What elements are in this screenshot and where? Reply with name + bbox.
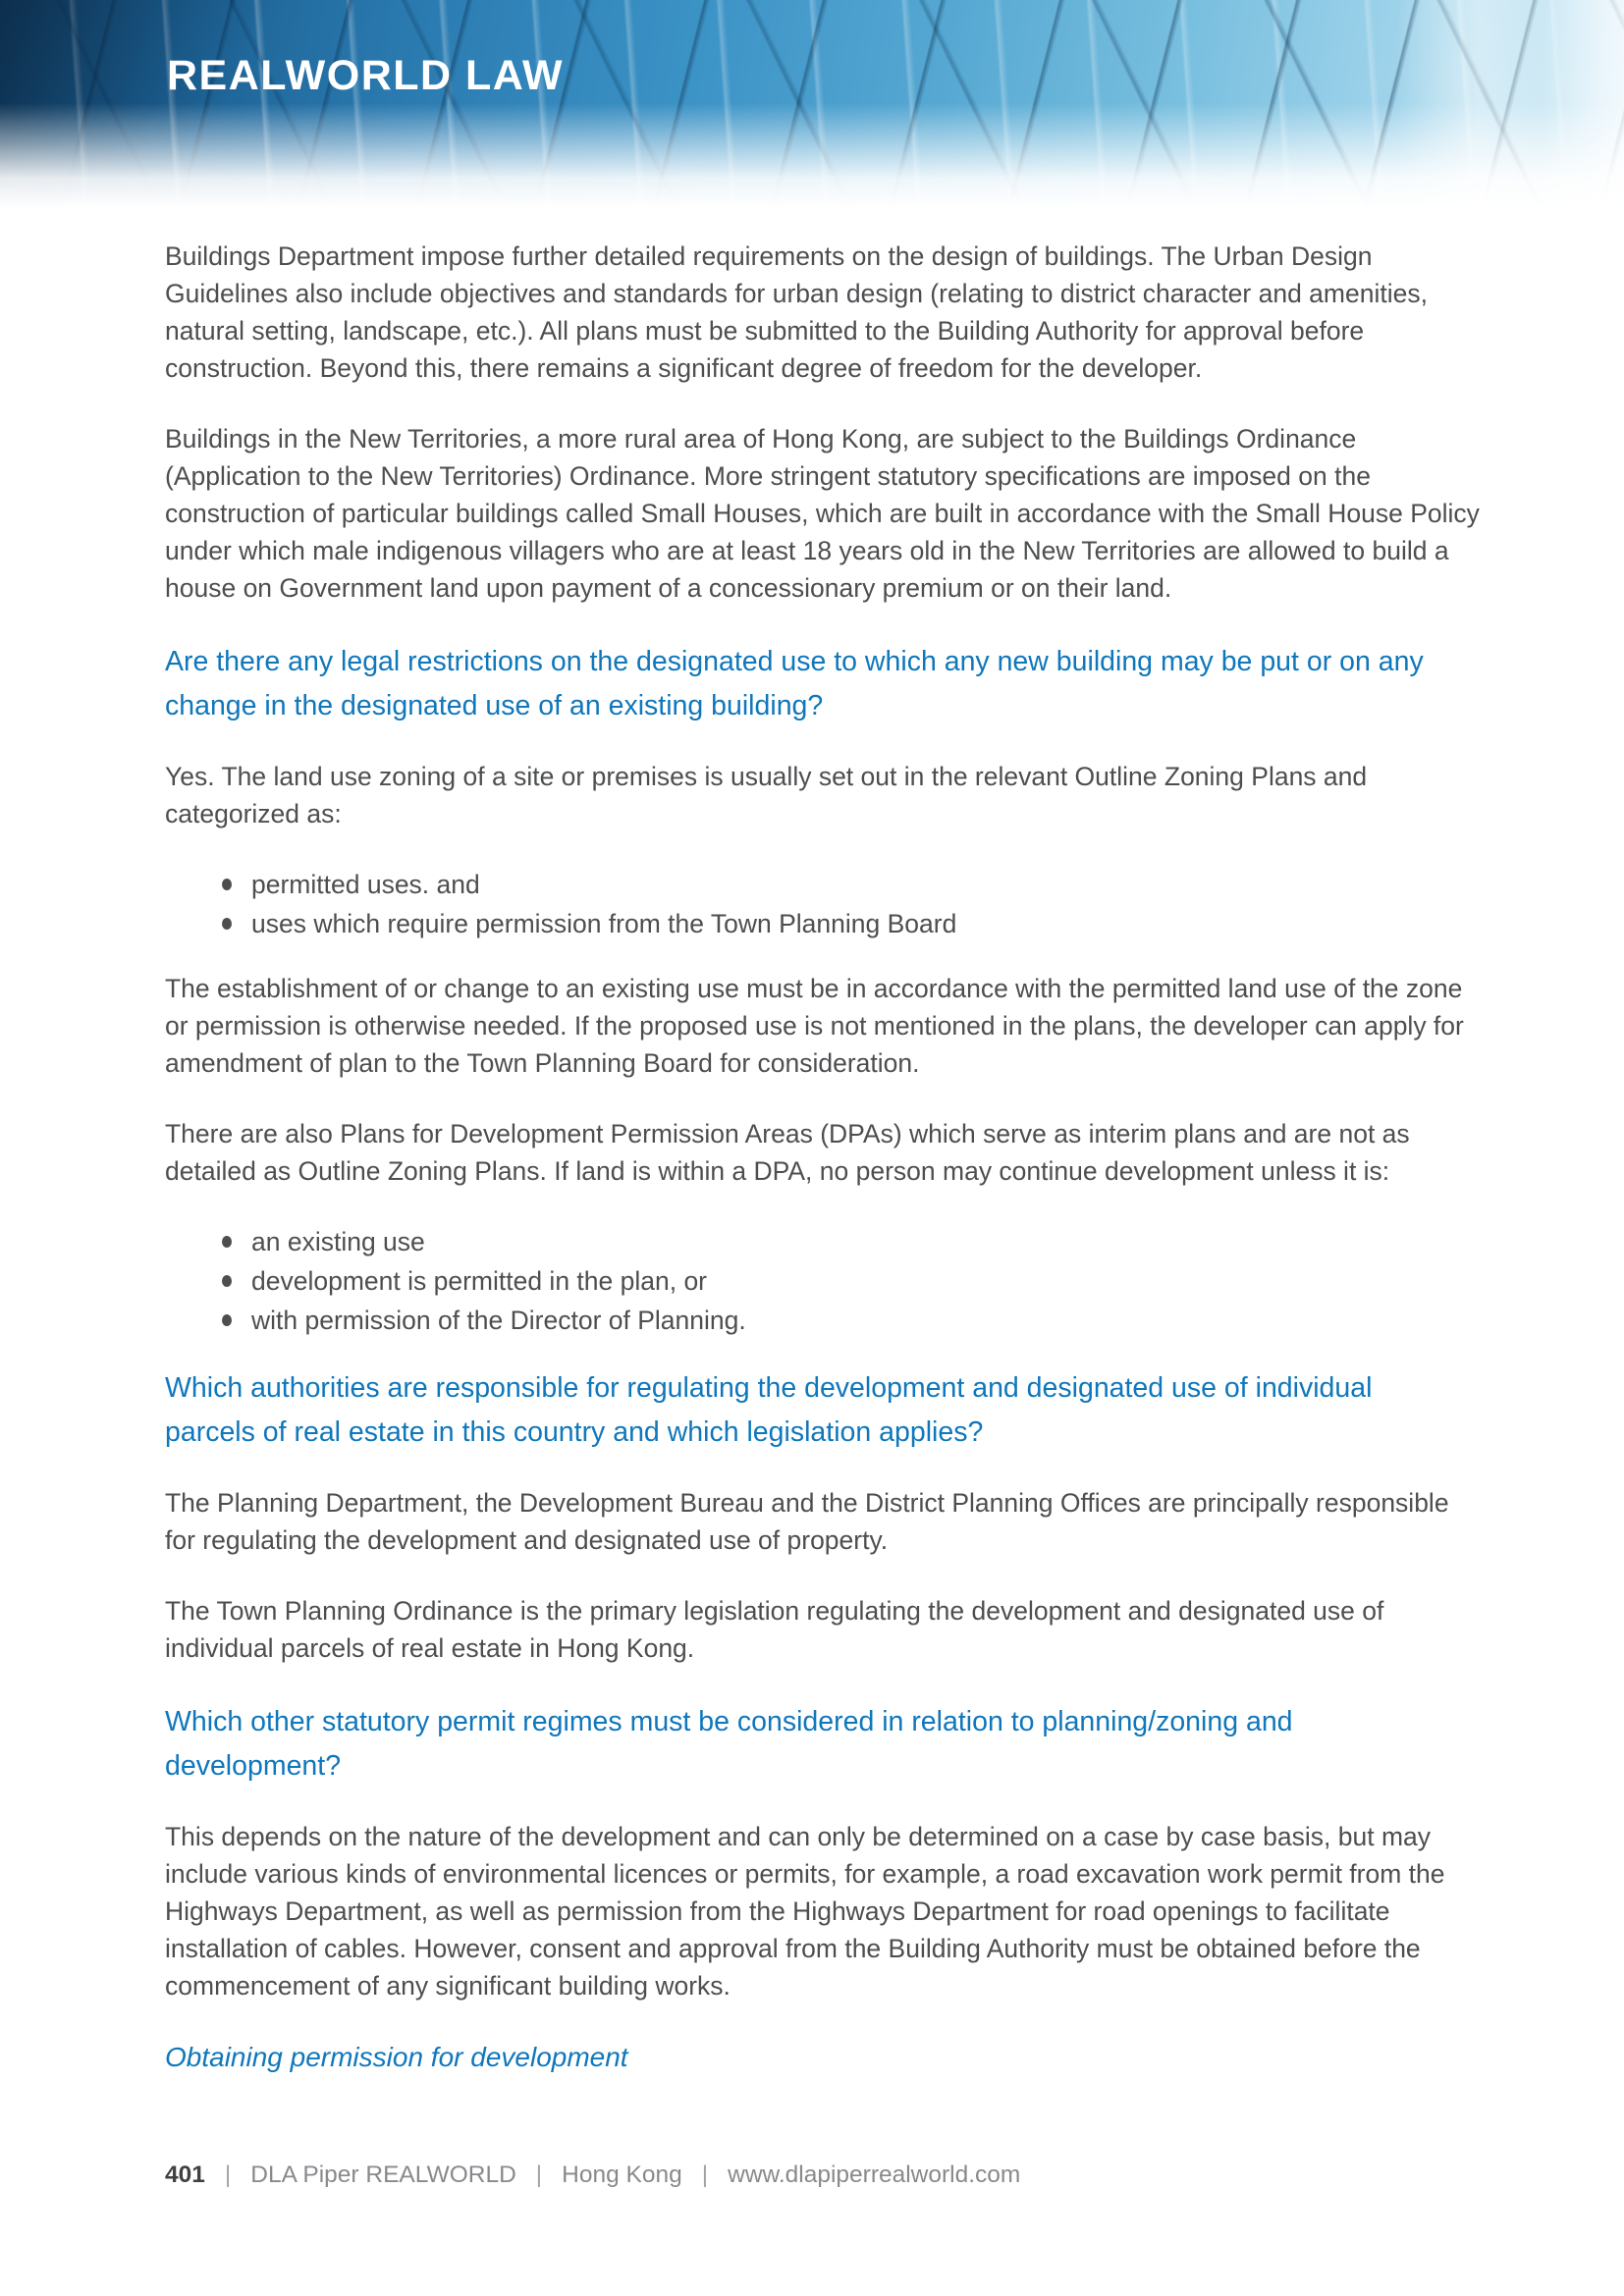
list-item-text: an existing use (251, 1227, 425, 1256)
body-paragraph-2: Buildings in the New Territories, a more rural area of Hong Kong, are subject to the Buildings Ordinance (Application to the New Territories) Ordinance. More stringent statutory specifications are imposed on the construction of particular buildings called Small Houses, which are built in accordance with the Small House Policy under which male indigenous villagers who are at least 18 years old in the New Territories are allowed to build a house on Government land upon payment of a concessionary premium or on their land. (165, 424, 1480, 603)
body-paragraph-7: The Town Planning Ordinance is the primary legislation regulating the development and designated use of individual parcels of real estate in Hong Kong. (165, 1596, 1384, 1663)
page-footer (165, 2162, 1020, 2189)
page-title: REALWORLD LAW (167, 52, 565, 99)
list-item-text: development is permitted in the plan, or (251, 1266, 708, 1296)
bullet-icon (222, 1236, 232, 1248)
body-paragraph-3: Yes. The land use zoning of a site or premises is usually set out in the relevant Outline Zoning Plans and categorized as: (165, 762, 1368, 828)
list-item (222, 1262, 1481, 1300)
list-item (222, 905, 1481, 942)
footer-brand: DLA Piper REALWORLD (250, 2162, 516, 2188)
footer-url[interactable]: www.dlapiperrealworld.com (728, 2162, 1021, 2188)
question-heading-3: Which other statutory permit regimes must be considered in relation to planning/zoning and development? (165, 1706, 1293, 1782)
bullet-icon (222, 1314, 232, 1326)
list-item (222, 1302, 1481, 1339)
list-item-text: uses which require permission from the Town Planning Board (251, 909, 957, 938)
body-paragraph-4: The establishment of or change to an existing use must be in accordance with the permitted land use of the zone or permission is otherwise needed. If the proposed use is not mentioned in the plans, the developer can apply for amendment of plan to the Town Planning Board for consideration. (165, 974, 1464, 1078)
list-item-text: permitted uses. and (251, 870, 480, 899)
footer-separator: | (535, 2162, 543, 2188)
page-number: 401 (165, 2162, 205, 2188)
bullet-icon (222, 879, 232, 890)
subsection-heading: Obtaining permission for development (165, 2042, 628, 2072)
bullet-list-1 (165, 866, 1481, 942)
body-paragraph-1: Buildings Department impose further detailed requirements on the design of buildings. The Urban Design Guidelines also include objectives and standards for urban design (relating to district character and amenities, natural setting, landscape, etc.). All plans must be submitted to the Building Authority for approval before construction. Beyond this, there remains a significant degree of freedom for the developer. (165, 241, 1428, 383)
list-item (222, 1223, 1481, 1260)
header-banner (0, 0, 1624, 224)
article-body (165, 224, 1481, 2077)
bullet-icon (222, 1275, 232, 1287)
footer-separator: | (701, 2162, 709, 2188)
footer-location: Hong Kong (562, 2162, 682, 2188)
footer-separator: | (224, 2162, 232, 2188)
bullet-icon (222, 918, 232, 930)
list-item (222, 866, 1481, 903)
question-heading-1: Are there any legal restrictions on the designated use to which any new building may be put or on any change in the designated use of an existing building? (165, 646, 1424, 721)
question-heading-2: Which authorities are responsible for regulating the development and designated use of individual parcels of real estate in this country and which legislation applies? (165, 1372, 1373, 1448)
bullet-list-2 (165, 1223, 1481, 1339)
body-paragraph-6: The Planning Department, the Development Bureau and the District Planning Offices are principally responsible for regulating the development and designated use of property. (165, 1488, 1449, 1555)
body-paragraph-8: This depends on the nature of the development and can only be determined on a case by case basis, but may include various kinds of environmental licences or permits, for example, a road excavation work permit from the Highways Department, as well as permission from the Highways Department for road openings to facilitate installation of cables. However, consent and approval from the Building Authority must be obtained before the commencement of any significant building works. (165, 1822, 1445, 2001)
list-item-text: with permission of the Director of Planning. (251, 1306, 746, 1335)
body-paragraph-5: There are also Plans for Development Permission Areas (DPAs) which serve as interim plans and are not as detailed as Outline Zoning Plans. If land is within a DPA, no person may continue development unless it is: (165, 1119, 1410, 1186)
